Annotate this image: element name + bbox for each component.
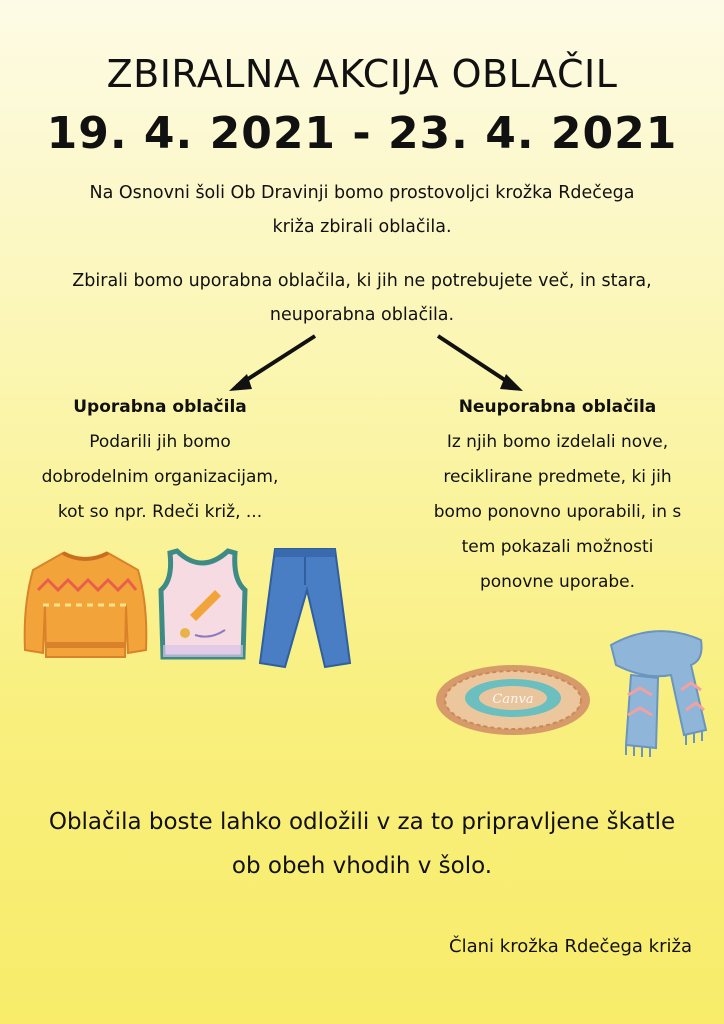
jeans-icon — [255, 545, 355, 670]
unusable-line: bomo ponovno uporabili, in s — [433, 502, 682, 522]
drop-off-note — [0, 800, 724, 888]
unusable-heading: Neuporabna oblačila — [458, 397, 657, 417]
unusable-line: ponovne uporabe. — [479, 572, 636, 592]
intro-paragraph — [20, 176, 704, 244]
signature: Člani krožka Rdečega križa — [449, 936, 692, 957]
usable-clothes-column — [0, 390, 320, 530]
arrow-left-icon — [225, 330, 320, 395]
intro-line: Na Osnovni šoli Ob Dravinji bomo prostovoljci krožka Rdečega — [89, 183, 635, 203]
collect-line: Zbirali bomo uporabna oblačila, ki jih ne potrebujete več, in stara, — [72, 271, 652, 291]
unusable-line: Iz njih bomo izdelali nove, — [446, 432, 669, 452]
collect-line: neuporabna oblačila. — [269, 305, 455, 325]
tank-top-icon — [155, 545, 250, 665]
sweater-icon — [18, 545, 153, 665]
scarf-icon — [606, 620, 711, 760]
canva-watermark: Canva — [492, 692, 534, 707]
drop-off-line: Oblačila boste lahko odložili v za to pripravljene škatle — [48, 809, 676, 835]
unusable-line: reciklirane predmete, ki jih — [443, 467, 672, 487]
usable-heading: Uporabna oblačila — [73, 397, 247, 417]
usable-line: dobrodelnim organizacijam, — [41, 467, 279, 487]
collect-paragraph — [20, 264, 704, 332]
page-title: ZBIRALNA AKCIJA OBLAČIL — [106, 52, 618, 96]
intro-line: križa zbirali oblačila. — [272, 217, 452, 237]
unusable-clothes-column — [395, 390, 720, 600]
usable-line: Podarili jih bomo — [89, 432, 231, 452]
usable-line: kot so npr. Rdeči križ, ... — [57, 502, 263, 522]
date-range: 19. 4. 2021 - 23. 4. 2021 — [46, 108, 678, 159]
drop-off-line: ob obeh vhodih v šolo. — [231, 853, 493, 879]
woven-rug-icon — [433, 660, 593, 740]
unusable-line: tem pokazali možnosti — [461, 537, 654, 557]
arrow-right-icon — [432, 330, 527, 395]
